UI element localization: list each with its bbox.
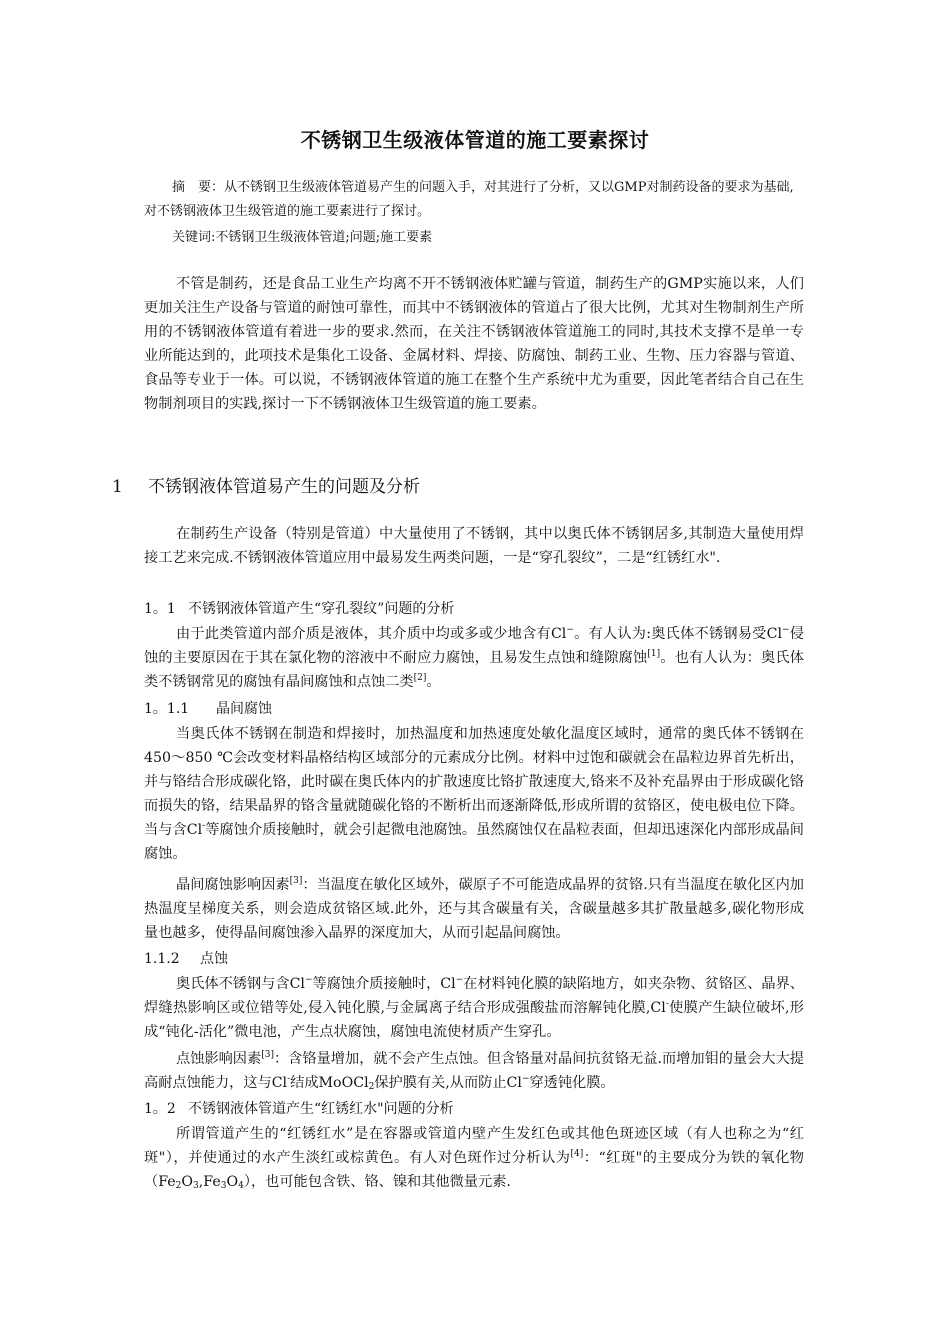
- keywords-text: 不锈钢卫生级液体管道;问题;施工要素: [215, 230, 433, 245]
- section-1-1-2-number: 1.1.2: [144, 951, 180, 967]
- section-1-2-heading: [144, 1097, 454, 1121]
- citation-3: [3]: [289, 876, 303, 886]
- section-1-1-title: 不锈钢液体管道产生“穿孔裂纹”问题的分析: [188, 601, 455, 617]
- section-1-2-number: 1。2: [144, 1101, 176, 1117]
- section-1-1-2-paragraph-2: 点蚀影响因素[3]：含铬量增加，就不会产生点蚀。但含铬量对晶间抗贫铬无益.而增加钼的量会大大提高耐点蚀能力，这与Cl-结成MoOCl$_2$保护膜有关,从而防止Cl−穿透钝化膜。: [144, 1050, 804, 1092]
- section-1-1-paragraph: 由于此类管道内部介质是液体，其介质中均或多或少地含有Cl−。有人认为:奥氏体不锈钢易受Cl−侵蚀的主要原因在于其在氯化物的溶液中不耐应力腐蚀，且易发生点蚀和缝隙腐蚀[1]。也有人认为：奥氏体类不锈钢常见的腐蚀有晶间腐蚀和点蚀二类[2]。: [144, 625, 804, 690]
- section-1-1-1-title: 晶间腐蚀: [216, 701, 272, 717]
- abstract-label: 摘 要：: [172, 180, 225, 195]
- section-1-1-2-title: 点蚀: [200, 951, 228, 967]
- section-1-1-heading: [144, 597, 454, 621]
- section-1-1-1-number: 1。1.1: [144, 701, 190, 717]
- citation-4: [4]: [570, 1149, 584, 1159]
- section-1-1-number: 1。1: [144, 601, 176, 617]
- abstract-text: 从不锈钢卫生级液体管道易产生的问题入手，对其进行了分析，又以GMP对制药设备的要求为基础,对不锈钢液体卫生级管道的施工要素进行了探讨。: [144, 180, 794, 219]
- section-1-1-1-paragraph-2: 晶间腐蚀影响因素[3]：当温度在敏化区域外，碳原子不可能造成晶界的贫铬.只有当温度在敏化区内加热温度呈梯度关系，则会造成贫铬区域.此外，还与其含碳量有关，含碳量越多其扩散量越多,碳化物形成量也越多，使得晶间腐蚀渗入晶界的深度加大，从而引起晶间腐蚀。: [144, 876, 804, 941]
- section-1-1-2-heading: [144, 947, 228, 971]
- section-1-2-title: 不锈钢液体管道产生“红锈红水"问题的分析: [188, 1101, 454, 1117]
- section-1-1-2-paragraph-1: 奥氏体不锈钢与含Cl−等腐蚀介质接触时，Cl−在材料钝化膜的缺陷地方，如夹杂物、贫铬区、晶界、焊缝热影响区或位错等处,侵入钝化膜,与金属离子结合形成强酸盐而溶解钝化膜,Cl-使膜产生缺位破坏,形成“钝化-活化”微电池，产生点状腐蚀，腐蚀电流使材质产生穿孔。: [144, 975, 804, 1040]
- intro-paragraph: 不管是制药，还是食品工业生产均离不开不锈钢液体贮罐与管道，制药生产的GMP实施以来，人们更加关注生产设备与管道的耐蚀可靠性，而其中不锈钢液体的管道占了很大比例，尤其对生物制剂生产所用的不锈钢液体管道有着进一步的要求.然而，在关注不锈钢液体管道施工的同时,其技术支撑不是单一专业所能达到的，此项技术是集化工设备、金属材料、焊接、防腐蚀、制药工业、生物、压力容器与管道、食品等专业于一体。可以说，不锈钢液体管道的施工在整个生产系统中尤为重要，因此笔者结合自己在生物制剂项目的实践,探讨一下不锈钢液体卫生级管道的施工要素。: [144, 276, 804, 412]
- citation-2: [2]: [413, 673, 427, 683]
- citation-3b: [3]: [261, 1050, 274, 1060]
- section-1-1-1-heading: [144, 697, 272, 721]
- section-1-2-paragraph: 所谓管道产生的“红锈红水”是在容器或管道内壁产生发红色或其他色斑迹区域（有人也称之为“红斑"），并使通过的水产生淡红或棕黄色。有人对色斑作过分析认为[4]：“红斑"的主要成分为铁的氧化物$(Fe_2O_3,Fe_3O_4)$，也可能包含铁、铬、镍和其他微量元素.: [144, 1126, 804, 1191]
- keywords: [144, 226, 804, 250]
- section-1-title: 不锈钢液体管道易产生的问题及分析: [148, 477, 420, 497]
- section-1-1-1-paragraph-1: 当奥氏体不锈钢在制造和焊接时，加热温度和加热速度处敏化温度区域时，通常的奥氏体不锈钢在450～850 ℃会改变材料晶格结构区域部分的元素成分比例。材料中过饱和碳就会在晶粒边界首先析出，并与铬结合形成碳化铬，此时碳在奥氏体内的扩散速度比铬扩散速度大,铬来不及补充晶界由于形成碳化铬而损失的铬，结果晶界的铬含量就随碳化铬的不断析出而逐渐降低,形成所谓的贫铬区，使电极电位下降。当与含Cl-等腐蚀介质接触时，就会引起微电池腐蚀。虽然腐蚀仅在晶粒表面，但却迅速深化内部形成晶间腐蚀。: [144, 726, 804, 862]
- section-1-paragraph: 在制药生产设备（特别是管道）中大量使用了不锈钢，其中以奥氏体不锈钢居多,其制造大量使用焊接工艺来完成.不锈钢液体管道应用中最易发生两类问题，一是“穿孔裂纹”，二是“红锈红水".: [144, 526, 804, 566]
- section-1-heading: [112, 474, 420, 500]
- section-1-number: 1: [112, 477, 123, 497]
- paper-title: 不锈钢卫生级液体管道的施工要素探讨: [300, 128, 650, 152]
- keywords-label: 关键词:: [172, 230, 216, 245]
- citation-1: [1]: [647, 649, 661, 659]
- abstract: [144, 176, 804, 224]
